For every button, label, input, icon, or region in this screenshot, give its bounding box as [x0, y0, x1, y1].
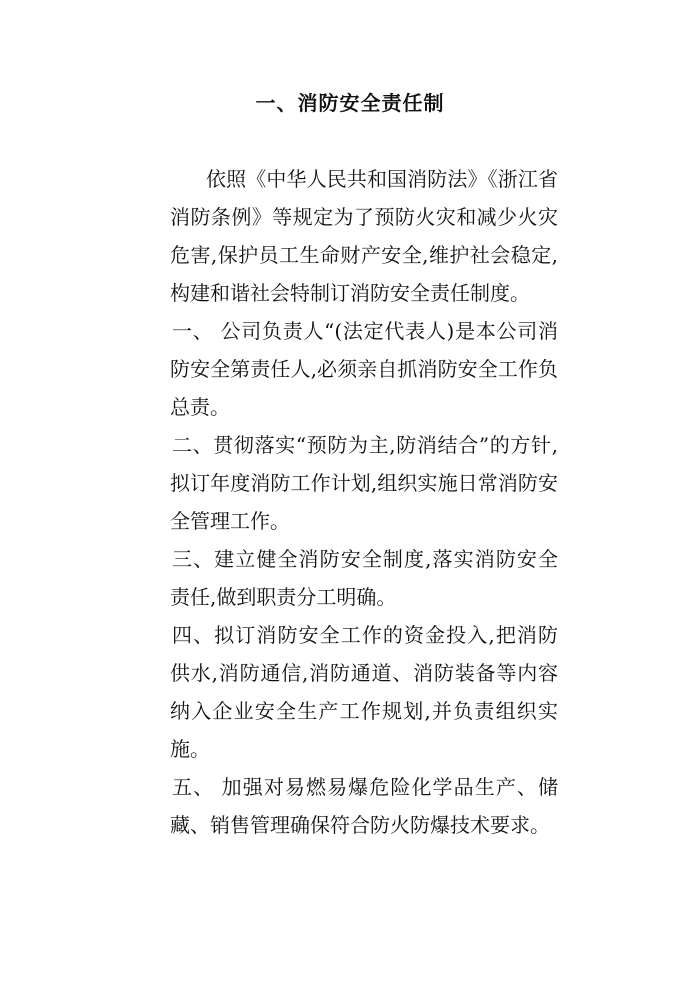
intro-paragraph: 依照《中华人民共和国消防法》《浙江省消防条例》等规定为了预防火灾和减少火灾危害,保护员工生命财产安全,维护社会稳定,构建和谐社会特制订消防安全责任制度。 — [170, 167, 558, 305]
clause-2-paragraph: 二、贯彻落实“预防为主,防消结合”的方针,拟订年度消防工作计划,组织实施日常消防安全管理工作。 — [170, 433, 558, 533]
document-title: 一、消防安全责任制 — [255, 91, 445, 115]
document-body — [170, 160, 558, 844]
clause-1-paragraph: 一、 公司负责人“(法定代表人)是本公司消防安全第责任人,必须亲自抓消防安全工作负总责。 — [170, 319, 558, 419]
clause-3-paragraph: 三、建立健全消防安全制度,落实消防安全责任,做到职责分工明确。 — [170, 547, 558, 609]
clause-4-paragraph: 四、拟订消防安全工作的资金投入,把消防供水,消防通信,消防通道、消防装备等内容纳入企业安全生产工作规划,并负责组织实施。 — [170, 623, 558, 761]
clause-5-paragraph: 五、 加强对易燃易爆危险化学品生产、储藏、销售管理确保符合防火防爆技术要求。 — [170, 775, 558, 837]
